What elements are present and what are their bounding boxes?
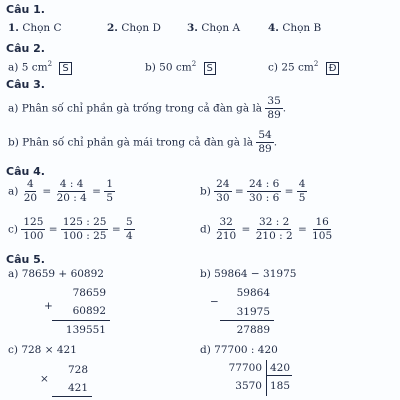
denominator: 89 [258,143,272,155]
answer-number: 1. [8,22,19,34]
operand-bottom: 421 [67,382,88,394]
operand-bottom: 31975 [236,306,270,318]
fraction [247,178,281,205]
numerator: 4 [298,178,306,190]
numerator: 32 [219,216,233,228]
result-line [220,320,274,321]
fraction [265,95,282,122]
exponent: 2 [191,60,197,68]
denominator: 210 [216,230,237,242]
numerator: 24 [216,178,230,190]
exponent: 2 [313,60,319,68]
statement-3b: b) Phân số chỉ phần gà mái trong cả đàn gà là $\frac{54}{89}$ . [8,129,278,155]
numerator: 54 [258,129,272,141]
equation-4a: a) $\frac{4}{20}$ = $\frac{4 : 4}{20 : 4}$ = $\frac{1}{5}$ [8,178,113,204]
denominator: 4 [125,230,133,242]
task-5b-header: b) 59864 − 31975 [200,268,297,280]
fraction [214,178,231,205]
operand-bottom: 60892 [72,305,106,317]
result: 27889 [236,324,270,336]
numerator: 125 [23,216,44,228]
fraction [124,216,135,243]
task-5a-header: a) 78659 + 60892 [8,268,104,280]
statement-text: a) Phân số chỉ phần gà trống trong cả đàn gà là [8,102,263,115]
operator-minus: − [210,296,219,308]
equation-4b: b) $\frac{24}{30}$ = $\frac{24 : 6}{30 : 6}$ = $\frac{4}{5}$ [200,178,306,204]
operator-plus: + [44,300,53,312]
numerator: 1 [106,178,113,190]
answer-1 [8,22,62,34]
remainder: 3570 [235,380,262,392]
fraction [256,129,273,156]
statement-text: b) Phân số chỉ phần gà mái trong cả đàn gà là [8,136,253,149]
item-2b [145,60,216,75]
numerator: 35 [267,95,281,107]
item-label: a) [8,61,19,74]
denominator: 100 [23,230,44,242]
task-5d-header: d) 77700 : 420 [200,344,278,356]
denominator: 5 [106,192,113,204]
item-label: a) [8,185,19,198]
answer-text: Chọn A [201,22,241,34]
fraction [104,178,115,205]
section-title-cau-1: Câu 1. [6,3,45,16]
operand-top: 78659 [72,287,106,299]
division-bar-vertical [266,360,267,396]
division-bar-horizontal [266,375,292,376]
denominator: 30 [216,192,230,204]
dividend: 77700 [228,362,262,374]
denominator: 5 [298,192,306,204]
answer-number: 3. [187,22,198,34]
statement-3a: a) Phân số chỉ phần gà trống trong cả đàn gà là $\frac{35}{89}$ . [8,95,287,121]
section-title-cau-2: Câu 2. [6,42,45,55]
exponent: 2 [47,60,53,68]
item-label: d) [200,223,211,236]
numerator: 4 [27,178,34,190]
result: 139551 [65,324,106,336]
fraction [214,216,238,243]
quotient: 185 [270,380,291,392]
denominator: 20 : 4 [56,192,87,204]
mark-box: Đ [326,62,340,75]
numerator: 32 : 2 [259,216,290,228]
numerator: 4 : 4 [59,178,84,190]
denominator: 105 [312,230,333,242]
answer-number: 2. [107,22,118,34]
answer-number: 4. [268,22,279,34]
item-value: 50 cm [159,61,192,74]
mark-box: S [59,62,71,75]
equation-4c: c) $\frac{125}{100}$ = $\frac{125 : 25}{100 : 25}$ = $\frac{5}{4}$ [8,216,133,242]
fraction [21,216,45,243]
answer-text: Chọn C [22,22,62,34]
item-label: b) [200,185,211,198]
denominator: 20 [23,192,38,204]
item-label: b) [145,61,156,74]
answer-3 [187,22,240,34]
divisor: 420 [270,362,291,374]
numerator: 125 : 25 [62,216,107,228]
fraction [310,216,334,243]
section-title-cau-3: Câu 3. [6,78,45,91]
operand-top: 59864 [236,287,270,299]
item-label: c) [8,223,18,236]
item-value: 5 cm [21,61,48,74]
item-label: c) [268,61,278,74]
numerator: 24 : 6 [249,178,280,190]
denominator: 89 [267,109,281,121]
answer-4 [268,22,321,34]
numerator: 16 [315,216,329,228]
fraction [254,216,295,243]
numerator: 5 [125,216,133,228]
fraction [61,216,109,243]
mark-box: S [204,62,216,75]
fraction [22,178,39,205]
denominator: 210 : 2 [255,230,293,242]
equation-4d: d) $\frac{32}{210}$ = $\frac{32 : 2}{210 : 2}$ = $\frac{16}{105}$ [200,216,333,242]
task-5c-header: c) 728 × 421 [8,344,77,356]
operand-top: 728 [67,364,88,376]
item-value: 25 cm [281,61,314,74]
answer-text: Chọn B [282,22,322,34]
section-title-cau-4: Câu 4. [6,165,45,178]
denominator: 30 : 6 [249,192,280,204]
result-line [52,320,110,321]
result-line [52,396,92,397]
item-2c [268,60,339,75]
item-2a [8,60,72,75]
fraction [297,178,308,205]
operator-times: × [40,373,49,385]
answer-2 [107,22,161,34]
section-title-cau-5: Câu 5. [6,253,45,266]
fraction [55,178,89,205]
answer-text: Chọn D [121,22,161,34]
denominator: 100 : 25 [62,230,107,242]
